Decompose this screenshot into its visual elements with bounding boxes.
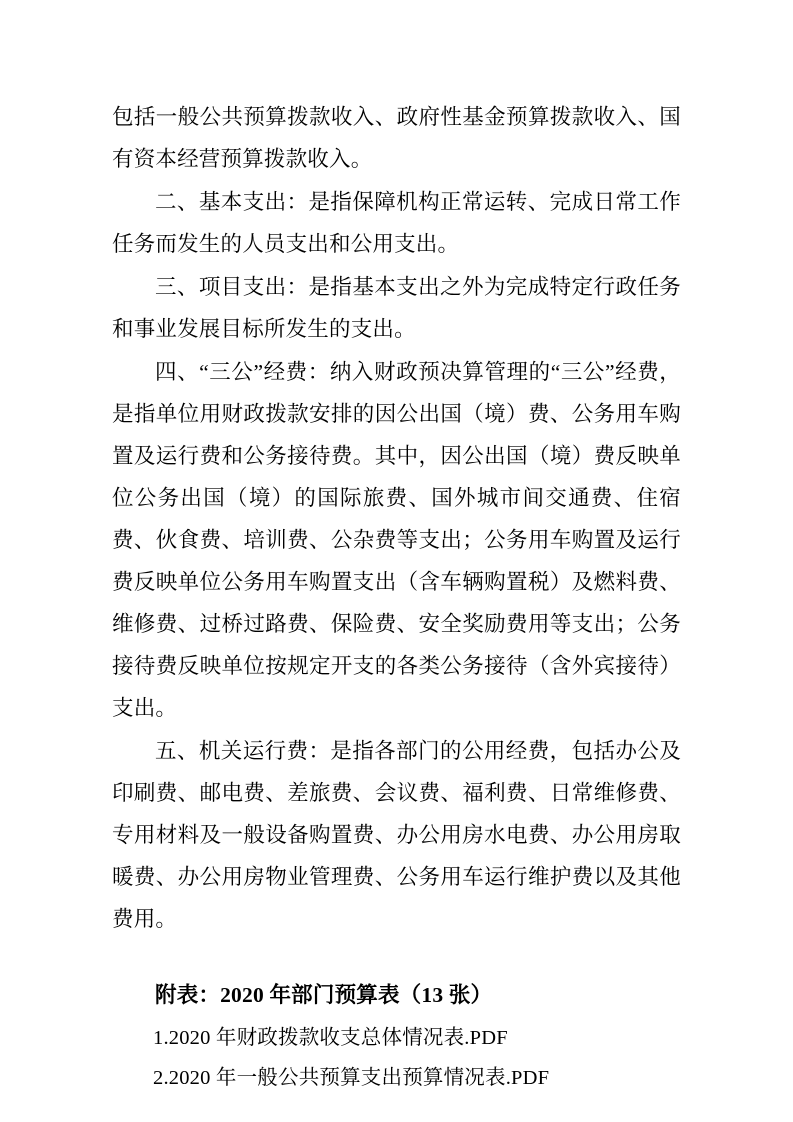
attachment-list: [112, 1018, 681, 1098]
paragraph-1: 包括一般公共预算拨款收入、政府性基金预算拨款收入、国有资本经营预算拨款收入。: [112, 105, 681, 171]
paragraph-5-agency-operating-costs: 五、机关运行费：是指各部门的公用经费，包括办公及印刷费、邮电费、差旅费、会议费、福利费、日常维修费、专用材料及一般设备购置费、办公用房水电费、办公用房取暖费、办公用房物业管理费、公务用车运行维护费以及其他费用。: [112, 739, 681, 931]
attachment-title: 附表：2020 年部门预算表（13 张）: [155, 983, 493, 1007]
paragraph-4-three-public-funds: 四、“三公”经费：纳入财政预决算管理的“三公”经费，是指单位用财政拨款安排的因公出国（境）费、公务用车购置及运行费和公务接待费。其中，因公出国（境）费反映单位公务出国（境）的国际旅费、国外城市间交通费、住宿费、伙食费、培训费、公杂费等支出；公务用车购置及运行费反映单位公务用车购置支出（含车辆购置税）及燃料费、维修费、过桥过路费、保险费、安全奖励费用等支出；公务接待费反映单位按规定开支的各类公务接待（含外宾接待）支出。: [112, 360, 681, 720]
attachment-item-2: 2.2020 年一般公共预算支出预算情况表.PDF: [153, 1067, 550, 1089]
paragraph-3-project-expenditure: 三、项目支出：是指基本支出之外为完成特定行政任务和事业发展目标所发生的支出。: [112, 275, 681, 341]
attachment-item-1: 1.2020 年财政拨款收支总体情况表.PDF: [153, 1027, 508, 1049]
paragraph-2-basic-expenditure: 二、基本支出：是指保障机构正常运转、完成日常工作任务而发生的人员支出和公用支出。: [112, 190, 681, 256]
document-body: [112, 96, 681, 1098]
